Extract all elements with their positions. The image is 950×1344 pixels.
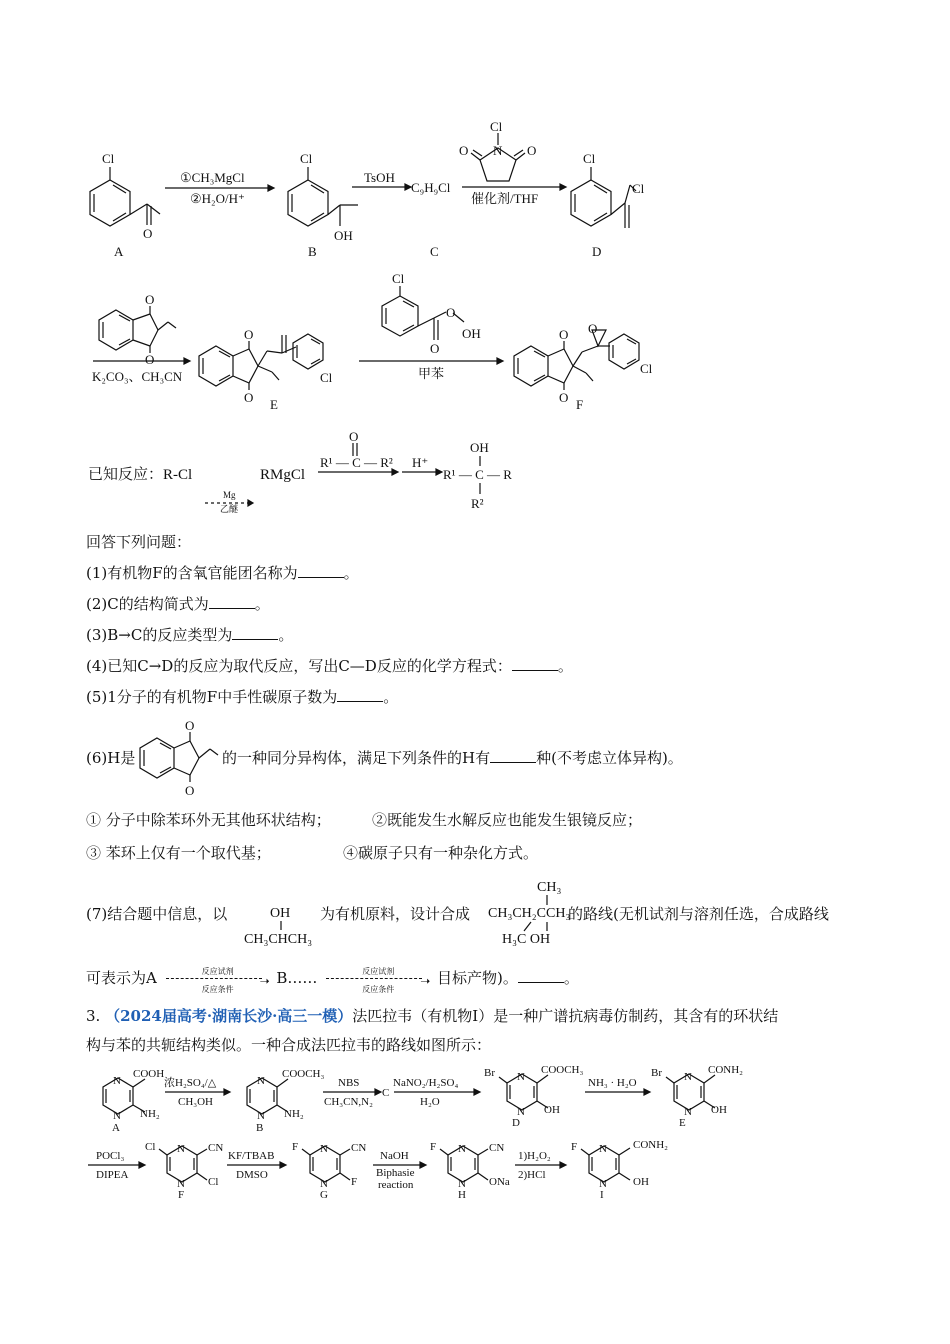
answer-blank-4[interactable] [512,656,558,671]
B-oh-text: OH [334,228,353,243]
question-5: (5)1分子的有机物F中手性碳原子数为 。 [86,688,399,706]
H3-sub1: CN [489,1142,505,1154]
svg-text:N: N [177,1178,185,1190]
E3-label: E [679,1117,686,1129]
q7-oh: OH [270,906,291,921]
ket-text: R¹ — C — R² [320,455,393,470]
mcpba-structure [382,271,481,356]
compound-A [90,151,160,259]
s4-top: NH₃ · H₂O [588,1077,637,1089]
svg-text:N: N [517,1071,525,1083]
C3-label: C [382,1087,390,1099]
mcpba-o: O [430,341,440,356]
dashed-arrow-1: 反应试剂 ➝ 反应条件 [162,969,272,989]
question-3: (3)B→C的反应类型为 。 [86,626,294,644]
prod-main: R¹ — C — R [443,467,512,482]
F3-cl2: Cl [208,1176,219,1188]
s6-top: KF/TBAB [228,1150,275,1162]
s8-top: 1)H₂O₂ [518,1150,551,1162]
s8-bot: 2)HCl [518,1169,546,1181]
ket-o: O [349,429,359,444]
svg-text:N: N [684,1106,692,1118]
I3-sub1: CONH₂ [633,1139,669,1151]
D3-sub1: COOCH₃ [541,1064,584,1076]
answer-blank-3[interactable] [232,625,278,640]
s5-bot: DIPEA [96,1169,129,1181]
scheme3-I [571,1139,668,1201]
s7-mid: Biphasie [376,1167,415,1179]
indanone-reagent [99,292,176,367]
scheme3-F [145,1141,223,1201]
ncs-o1: O [459,143,469,158]
B3-sub1: COOCH₃ [282,1068,325,1080]
F-o1: O [559,327,569,342]
known-reaction [88,429,512,514]
scheme3-B [247,1068,325,1134]
A3-sub1: COOH [133,1068,165,1080]
D3-label: D [512,1117,520,1129]
A-o-text: O [143,226,153,241]
svg-text:N: N [517,1106,525,1118]
svg-text:N: N [458,1143,466,1155]
s1-top: 浓H₂SO₄/△ [164,1077,217,1089]
D-cl1: Cl [583,151,596,166]
q7-main: CH₃CH₂CCH₃ [488,906,571,921]
r4-bot: K₂CO₃、CH₃CN [92,369,183,384]
question-2: (2)C的结构简式为 。 [86,595,270,613]
svg-text:N: N [458,1178,466,1190]
s3-bot: H₂O [420,1096,440,1108]
G3-f1: F [292,1141,299,1153]
question-source: （2024届高考·湖南长沙·高三一模） [105,1007,353,1025]
condition-1: ① 分子中除苯环外无其他环状结构； [86,811,331,829]
ind-o1: O [145,292,155,307]
answer-blank-2[interactable] [209,594,255,609]
D3-br: Br [484,1067,495,1079]
A3-label: A [112,1122,120,1134]
svg-text:N: N [257,1110,265,1122]
s3-top: NaNO₂/H₂SO₄ [393,1077,459,1089]
scheme3-H [430,1141,510,1201]
prod-oh: OH [470,440,489,455]
G3-label: G [320,1189,328,1201]
question-4: (4)已知C→D的反应为取代反应，写出C—D反应的化学方程式： 。 [86,657,573,675]
r1-top: ①CH₃MgCl [180,170,245,185]
mcpba-ooh: O [446,305,456,320]
svg-text:N: N [177,1143,185,1155]
mg-top: Mg [223,490,236,500]
r2-top: TsOH [364,170,395,185]
q7-sub: H₃C OH [502,932,551,947]
A3-sub2: NH₂ [140,1108,160,1120]
mcpba-oh: OH [462,326,481,341]
F3-sub1: CN [208,1142,224,1154]
H3-label: H [458,1189,466,1201]
question-7a: (7)结合题中信息，以 [86,905,228,923]
F-o2: O [559,390,569,405]
ncs-structure [459,119,536,181]
r1-bot: ②H₂O/H⁺ [190,191,245,206]
ncs-o2: O [527,143,537,158]
svg-text:N: N [113,1075,121,1087]
compound-D [571,151,645,259]
r5-bot: 甲苯 [418,366,445,381]
ncs-cl: Cl [490,119,503,134]
r3-bot: 催化剂/THF [471,191,539,206]
compound-B [288,151,358,259]
scheme3-E [651,1064,743,1129]
ind-o2: O [145,352,155,367]
known-prefix: 已知反应：R-Cl [88,467,193,483]
q6-o1: O [185,718,195,733]
mg-bot: 乙醚 [220,504,239,514]
I3-sub2: OH [633,1176,649,1188]
G3-sub1: CN [351,1142,367,1154]
prod-r2: R² [471,496,484,511]
intro: 回答下列问题： [86,533,192,551]
condition-2: ②既能发生水解反应也能发生银镜反应； [372,811,643,829]
F3-cl1: Cl [145,1141,156,1153]
question-7c: 的路线(无机试剂与溶剂任选，合成路线 [568,905,829,923]
B-cl-text: Cl [300,151,313,166]
I3-f: F [571,1141,578,1153]
question-7b: 为有机原料，设计合成 [320,905,471,923]
condition-4: ④碳原子只有一种杂化方式。 [343,844,539,862]
s2-top: NBS [338,1077,360,1089]
q7-sm: CH₃CHCH₃ [244,932,313,947]
question-6-pre: (6)H是 [86,749,136,767]
svg-text:N: N [113,1110,121,1122]
E-label: E [270,397,278,412]
s7-top: NaOH [380,1150,409,1162]
D-cl2: Cl [632,181,645,196]
E3-br: Br [651,1067,662,1079]
q6-o2: O [185,783,195,798]
svg-text:N: N [599,1178,607,1190]
svg-text:N: N [599,1143,607,1155]
D-label: D [592,244,602,259]
compound-E [199,327,333,412]
E3-sub2: OH [711,1104,727,1116]
dashed-arrow-2: 反应试剂 ➝ 反应条件 [322,969,432,989]
question-6: 的一种同分异构体，满足下列条件的H有 种(不考虑立体异构)。 [222,749,683,767]
svg-text:N: N [320,1143,328,1155]
question-7d: 可表示为A 反应试剂 ➝ 反应条件 B…… 反应试剂 ➝ 反应条件 目标产物)。 。 [86,967,579,994]
s5-top: POCl₃ [96,1150,125,1162]
H3-sub2: ONa [489,1176,510,1188]
F3-label: F [178,1189,185,1201]
scheme3-D [484,1064,584,1129]
A-cl-text: Cl [102,151,115,166]
B3-sub2: NH₂ [284,1108,304,1120]
E-o1: O [244,327,254,342]
A-label: A [114,244,124,259]
scheme3-A [103,1068,164,1134]
s7-bot: reaction [378,1179,414,1191]
ncs-n: N [493,143,503,158]
F-ep: O [588,321,598,336]
h-plus: H⁺ [412,455,429,470]
condition-3: ③ 苯环上仅有一个取代基； [86,844,271,862]
D3-sub2: OH [544,1104,560,1116]
E-cl: Cl [320,370,333,385]
s2-bot: CH₃CN,N₂ [324,1096,373,1108]
scheme3-G [292,1141,366,1201]
C-formula: C₉H₉Cl [411,180,451,195]
question-3-header: 3. （2024届高考·湖南长沙·高三一模）法匹拉韦（有机物Ⅰ）是一种广谱抗病毒仿制药，其含有的环状结 [86,1007,779,1025]
svg-text:N: N [257,1075,265,1087]
s1-bot: CH₃OH [178,1096,214,1108]
E3-sub1: CONH₂ [708,1064,744,1076]
question-3-text2: 构与苯的共轭结构类似。一种合成法匹拉韦的路线如图所示： [86,1036,492,1054]
question-1: (1)有机物F的含氧官能团名称为 。 [86,564,359,582]
compound-F [514,321,653,412]
answer-blank-6[interactable] [490,748,536,763]
F-cl: Cl [640,361,653,376]
B3-label: B [256,1122,264,1134]
known-rmgcl: RMgCl [260,467,306,483]
svg-text:N: N [320,1178,328,1190]
H3-f: F [430,1141,437,1153]
C-label: C [430,244,439,259]
answer-blank-5[interactable] [337,687,383,702]
q6-structure [140,718,218,798]
q7-ch3: CH₃ [537,880,562,895]
E-o2: O [244,390,254,405]
svg-text:N: N [684,1071,692,1083]
s6-bot: DMSO [236,1169,268,1181]
B-label: B [308,244,317,259]
answer-blank-7[interactable] [518,968,564,983]
answer-blank-1[interactable] [298,563,344,578]
mcpba-cl: Cl [392,271,405,286]
F-label: F [576,397,584,412]
I3-label: I [600,1189,604,1201]
G3-f2: F [351,1176,358,1188]
